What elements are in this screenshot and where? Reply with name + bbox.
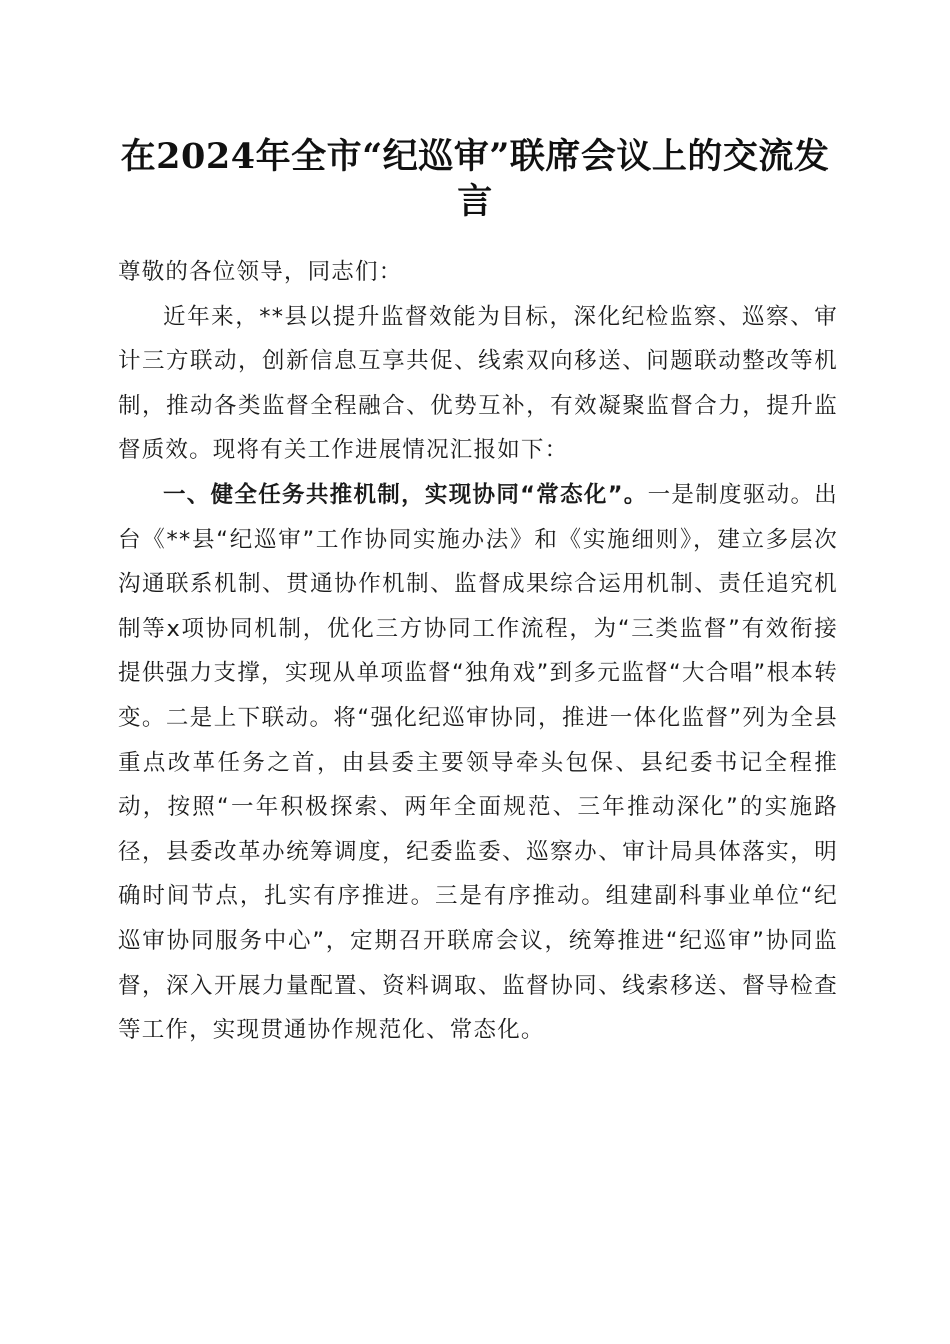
document-title: 在2024年全市“纪巡审”联席会议上的交流发言 [120, 136, 830, 222]
salutation: 尊敬的各位领导，同志们： [118, 259, 403, 285]
section-1-paragraph [118, 473, 838, 1053]
document-body [118, 250, 838, 1053]
section-1-body: 一是制度驱动。出台《**县“纪巡审”工作协同实施办法》和《实施细则》，建立多层次沟通联系机制、贯通协作机制、监督成果综合运用机制、责任追究机制等x项协同机制，优化三方协同工作流程，为“三类监督”有效衔接提供强力支撑，实现从单项监督“独角戏”到多元监督“大合唱”根本转变。二是上下联动。将“强化纪巡审协同，推进一体化监督”列为全县重点改革任务之首，由县委主要领导牵头包保、县纪委书记全程推动，按照“一年积极探索、两年全面规范、三年推动深化”的实施路径，县委改革办统筹调度，纪委监委、巡察办、审计局具体落实，明确时间节点，扎实有序推进。三是有序推动。组建副科事业单位“纪巡审协同服务中心”，定期召开联席会议，统筹推进“纪巡审”协同监督，深入开展力量配置、资料调取、监督协同、线索移送、督导检查等工作，实现贯通协作规范化、常态化。 [118, 481, 838, 1044]
intro-paragraph: 近年来，**县以提升监督效能为目标，深化纪检监察、巡察、审计三方联动，创新信息互享共促、线索双向移送、问题联动整改等机制，推动各类监督全程融合、优势互补，有效凝聚监督合力，提升监督质效。现将有关工作进展情况汇报如下： [118, 303, 838, 464]
section-1-heading: 一、健全任务共推机制，实现协同“常态化”。 [163, 481, 648, 508]
